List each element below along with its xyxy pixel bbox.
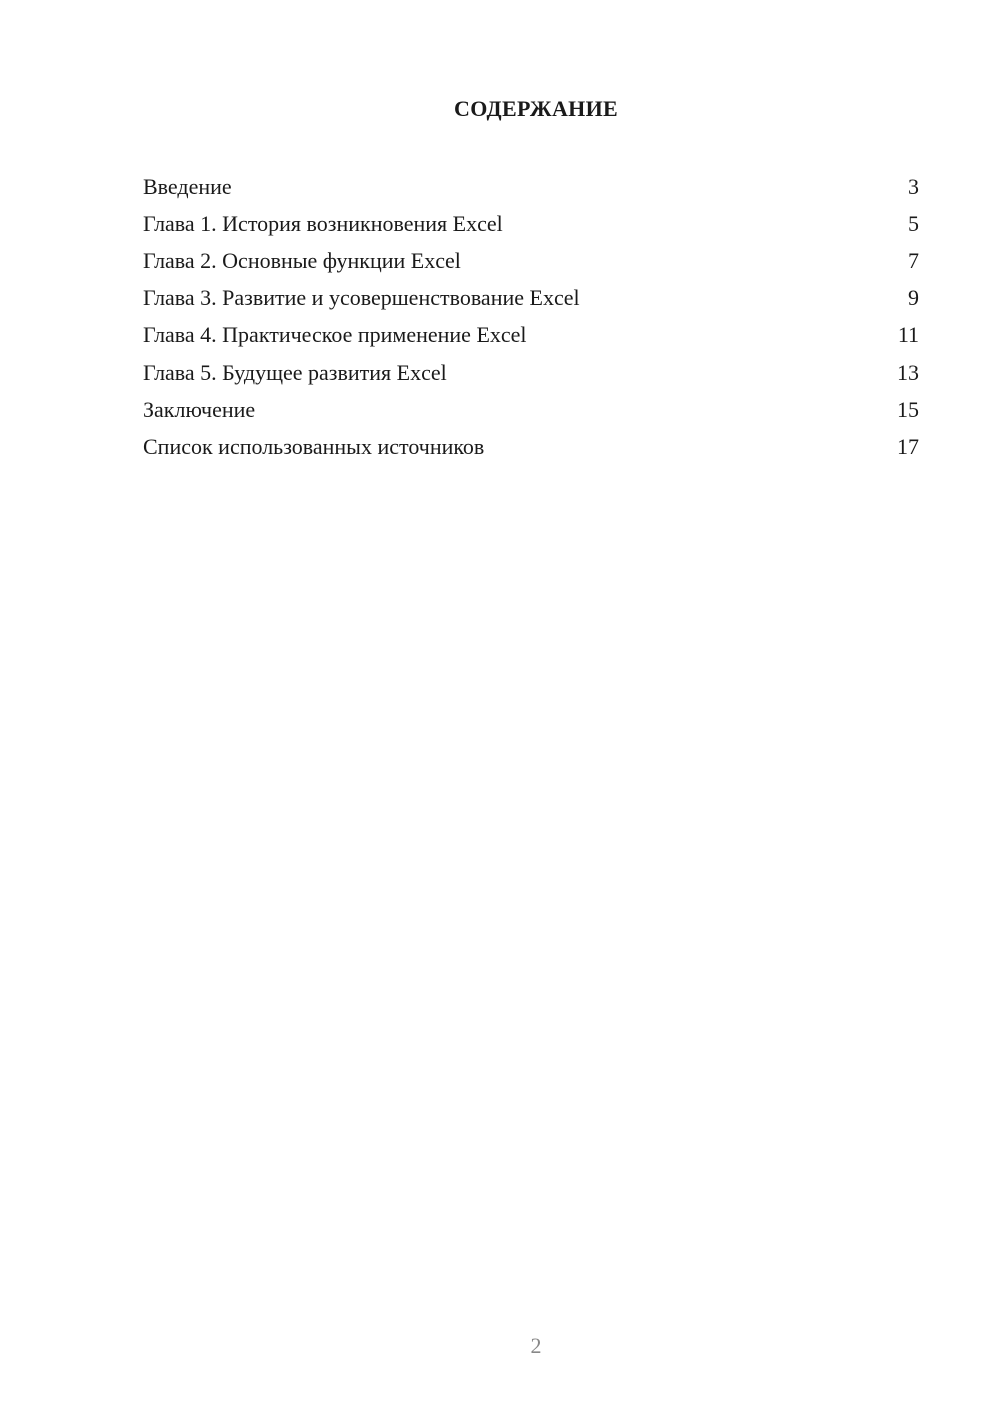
toc-entry-conclusion	[143, 391, 919, 428]
toc-entry-page: 15	[897, 396, 919, 422]
toc-entry-label: Заключение	[143, 396, 256, 422]
toc-entry-label: Введение	[143, 173, 232, 199]
toc-entry-references	[143, 428, 919, 465]
toc-entry-label: Глава 2. Основные функции Excel	[143, 247, 461, 273]
toc-entry-label: Глава 1. История возникновения Excel	[143, 210, 503, 236]
toc-title: СОДЕРЖАНИЕ	[454, 96, 618, 121]
toc-entry-chapter-4	[143, 317, 919, 354]
toc-entry-page: 11	[897, 322, 919, 348]
toc-entry-label: Список использованных источников	[143, 433, 485, 459]
toc-entry-introduction	[143, 168, 919, 205]
toc-entry-chapter-5	[143, 354, 919, 391]
toc-entry-page: 13	[897, 359, 919, 385]
page-number: 2	[530, 1333, 542, 1358]
toc-entry-page: 9	[908, 285, 919, 311]
toc-entry-label: Глава 4. Практическое применение Excel	[143, 322, 527, 348]
toc-entry-chapter-3	[143, 280, 919, 317]
toc-entry-label: Глава 5. Будущее развития Excel	[143, 359, 447, 385]
toc-entry-page: 5	[908, 210, 919, 236]
toc-list	[143, 168, 919, 466]
toc-entry-page: 17	[897, 433, 919, 459]
toc-entry-chapter-2	[143, 242, 919, 279]
toc-entry-page: 7	[908, 247, 919, 273]
toc-entry-chapter-1	[143, 205, 919, 242]
toc-entry-label: Глава 3. Развитие и усовершенствование Excel	[143, 285, 580, 311]
toc-entry-page: 3	[908, 173, 919, 199]
